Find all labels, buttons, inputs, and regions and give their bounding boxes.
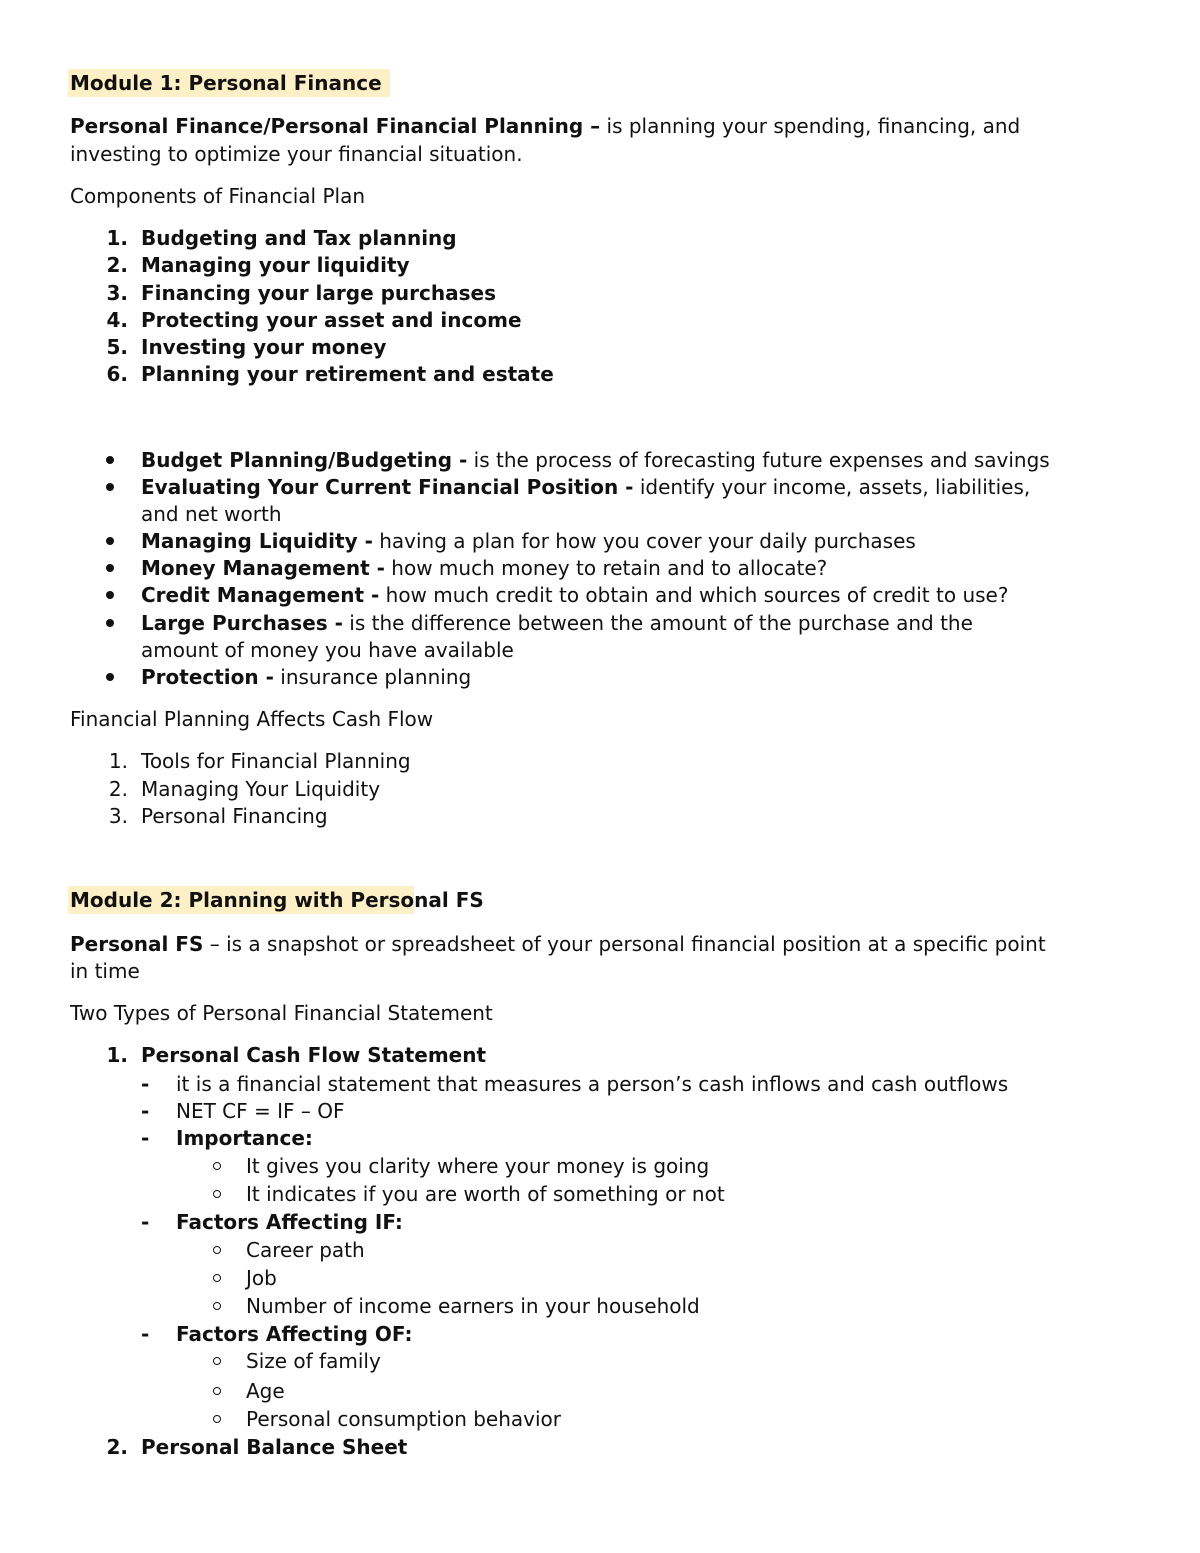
- list-number: 3.: [108, 804, 128, 828]
- list-item: Investing your money: [141, 335, 387, 359]
- circle-bullet-icon: [213, 1387, 221, 1395]
- list-item: Tools for Financial Planning: [141, 749, 411, 773]
- m1-definition-term: Personal Finance/Personal Financial Planning –: [70, 114, 601, 138]
- list-item: Age: [246, 1379, 285, 1403]
- list-item: Personal consumption behavior: [246, 1407, 562, 1431]
- bullet-icon: [106, 619, 114, 627]
- list-number: 2.: [106, 253, 128, 277]
- list-item: It gives you clarity where your money is going: [246, 1154, 710, 1178]
- bullet-icon: [106, 483, 114, 491]
- bullet-icon: [106, 537, 114, 545]
- list-number: 4.: [106, 308, 128, 332]
- m2-definition-term: Personal FS: [70, 932, 204, 956]
- list-item: Managing Liquidity - having a plan for how you cover your daily purchases: [141, 529, 916, 553]
- list-item: NET CF = IF – OF: [176, 1099, 345, 1123]
- list-item: Planning your retirement and estate: [141, 362, 554, 386]
- list-number: 1.: [108, 749, 128, 773]
- type-1-title: Personal Cash Flow Statement: [141, 1043, 487, 1067]
- list-number: 3.: [106, 281, 128, 305]
- dash-marker: -: [141, 1072, 150, 1096]
- dash-marker: -: [141, 1099, 150, 1123]
- list-item: It indicates if you are worth of something or not: [246, 1182, 725, 1206]
- circle-bullet-icon: [213, 1274, 221, 1282]
- list-item: Budgeting and Tax planning: [141, 226, 457, 250]
- circle-bullet-icon: [213, 1246, 221, 1254]
- m1-definition-line-2: investing to optimize your financial situation.: [70, 142, 523, 166]
- list-item: Financing your large purchases: [141, 281, 496, 305]
- m2-definition-line-2: in time: [70, 959, 140, 983]
- m1-definition-line-1: Personal Finance/Personal Financial Planning – is planning your spending, financing, and: [70, 114, 1021, 138]
- circle-bullet-icon: [213, 1415, 221, 1423]
- list-item: Managing your liquidity: [141, 253, 410, 277]
- circle-bullet-icon: [213, 1162, 221, 1170]
- list-item: Evaluating Your Current Financial Position - identify your income, assets, liabilities,: [141, 475, 1031, 499]
- bullet-icon: [106, 673, 114, 681]
- list-item: Budget Planning/Budgeting - is the process of forecasting future expenses and savings: [141, 448, 1050, 472]
- list-item: Protection - insurance planning: [141, 665, 472, 689]
- circle-bullet-icon: [213, 1357, 221, 1365]
- bullet-icon: [106, 456, 114, 464]
- of-factors-label: Factors Affecting OF:: [176, 1322, 413, 1346]
- list-number: 5.: [106, 335, 128, 359]
- list-item: Career path: [246, 1238, 365, 1262]
- module-2-title: Module 2: Planning with Personal FS: [70, 888, 484, 912]
- m2-definition-line-1: Personal FS – is a snapshot or spreadsheet of your personal financial position at a specific point: [70, 932, 1046, 956]
- list-item: Job: [246, 1266, 277, 1290]
- importance-label: Importance:: [176, 1126, 313, 1150]
- bullet-icon: [106, 591, 114, 599]
- list-item-continuation: amount of money you have available: [141, 638, 514, 662]
- circle-bullet-icon: [213, 1190, 221, 1198]
- dash-marker: -: [141, 1126, 150, 1150]
- list-item: Personal Financing: [141, 804, 328, 828]
- dash-marker: -: [141, 1210, 150, 1234]
- types-heading: Two Types of Personal Financial Statement: [70, 1001, 493, 1025]
- list-number: 2.: [106, 1435, 128, 1459]
- list-item: Credit Management - how much credit to obtain and which sources of credit to use?: [141, 583, 1009, 607]
- dash-marker: -: [141, 1322, 150, 1346]
- list-item-continuation: and net worth: [141, 502, 282, 526]
- circle-bullet-icon: [213, 1302, 221, 1310]
- bullet-icon: [106, 564, 114, 572]
- module-1-title: Module 1: Personal Finance: [68, 71, 390, 95]
- components-heading: Components of Financial Plan: [70, 184, 366, 208]
- if-factors-label: Factors Affecting IF:: [176, 1210, 403, 1234]
- list-item: Protecting your asset and income: [141, 308, 522, 332]
- list-item: Large Purchases - is the difference between the amount of the purchase and the: [141, 611, 973, 635]
- cashflow-heading: Financial Planning Affects Cash Flow: [70, 707, 434, 731]
- list-item: Number of income earners in your household: [246, 1294, 700, 1318]
- list-item: Money Management - how much money to retain and to allocate?: [141, 556, 828, 580]
- list-item: Managing Your Liquidity: [141, 777, 381, 801]
- list-number: 1.: [106, 1043, 128, 1067]
- list-item: it is a financial statement that measures a person’s cash inflows and cash outflows: [176, 1072, 1009, 1096]
- list-number: 6.: [106, 362, 128, 386]
- list-number: 2.: [108, 777, 128, 801]
- type-2-title: Personal Balance Sheet: [141, 1435, 408, 1459]
- list-number: 1.: [106, 226, 128, 250]
- list-item: Size of family: [246, 1349, 381, 1373]
